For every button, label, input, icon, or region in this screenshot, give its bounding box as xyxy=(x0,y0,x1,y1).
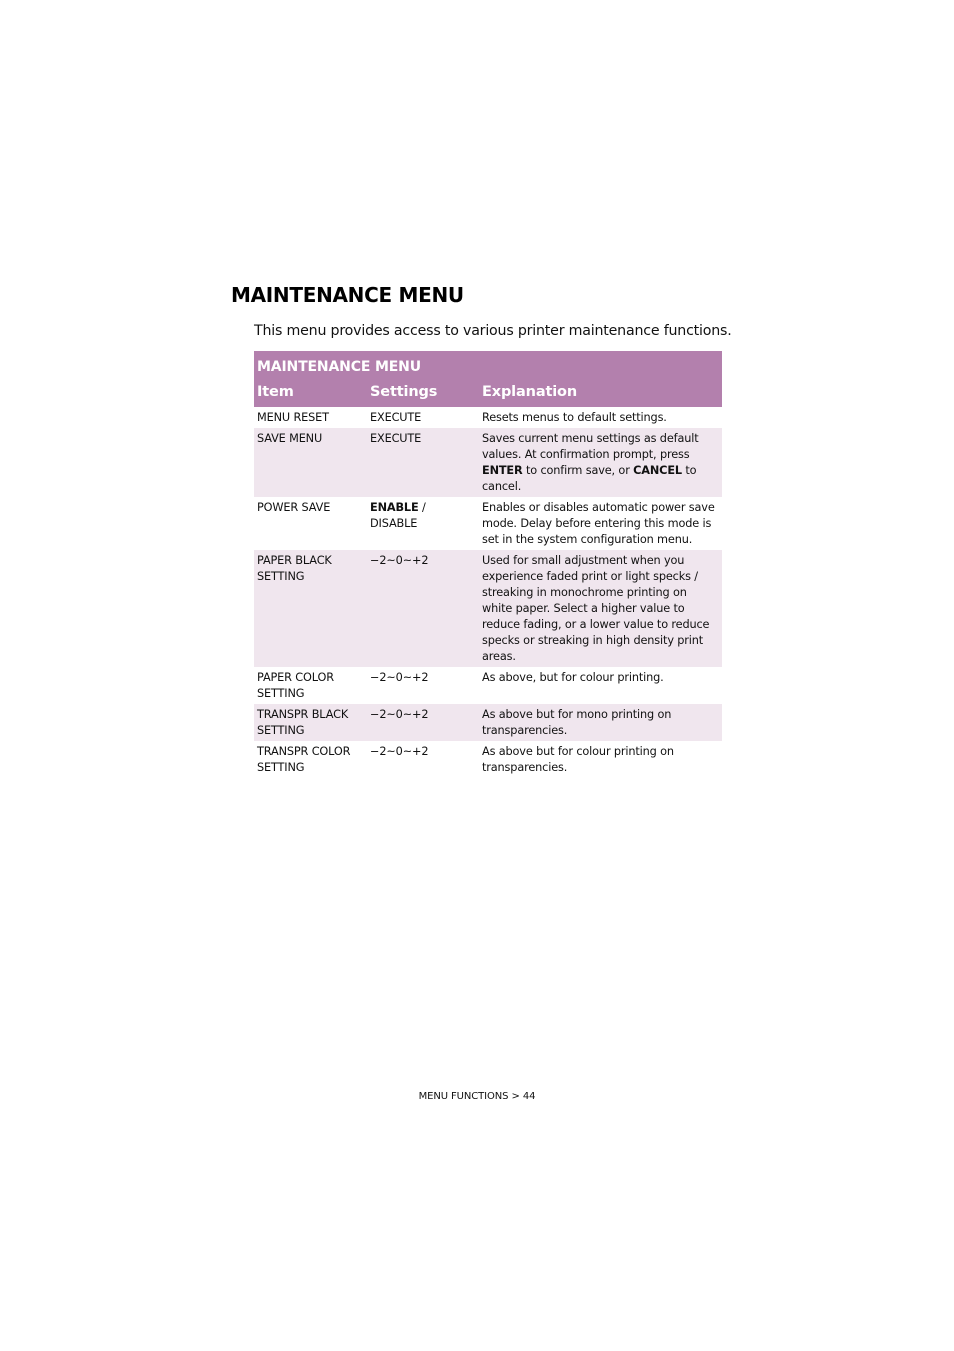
cell-settings: EXECUTE xyxy=(370,411,422,424)
explanation-text: Saves current menu settings as default values. At confirmation prompt, press xyxy=(482,432,699,461)
maintenance-menu-table xyxy=(254,351,722,778)
cell-settings: −2~0~+2 xyxy=(367,550,479,667)
table-row-transpr-black-setting xyxy=(254,704,722,741)
explanation-text: to confirm save, or xyxy=(522,464,634,477)
cell-item: POWER SAVE xyxy=(257,501,331,514)
cell-settings xyxy=(367,497,479,550)
cell-explanation xyxy=(479,428,722,497)
header-explanation: Explanation xyxy=(479,379,722,407)
footer-separator: > xyxy=(508,1091,523,1102)
table-row-transpr-color-setting xyxy=(254,741,722,778)
header-item: Item xyxy=(254,379,367,407)
cancel-key-label: CANCEL xyxy=(633,464,682,477)
cell-explanation: As above but for colour printing on transparencies. xyxy=(482,745,674,774)
other-setting: / DISABLE xyxy=(370,501,426,530)
explanation-text: to cancel. xyxy=(482,464,697,493)
table-caption-row xyxy=(254,351,722,379)
default-setting: ENABLE xyxy=(370,501,419,514)
cell-settings: −2~0~+2 xyxy=(370,745,429,758)
intro-paragraph: This menu provides access to various printer maintenance functions. xyxy=(254,323,732,339)
table-caption: MAINTENANCE MENU xyxy=(254,351,722,379)
cell-explanation: As above, but for colour printing. xyxy=(482,671,664,684)
cell-settings: EXECUTE xyxy=(367,428,479,497)
cell-item: TRANSPR BLACK SETTING xyxy=(254,704,367,741)
header-settings: Settings xyxy=(367,379,479,407)
page-title: MAINTENANCE MENU xyxy=(231,283,464,307)
cell-explanation: As above but for mono printing on transparencies. xyxy=(479,704,722,741)
footer-section: MENU FUNCTIONS xyxy=(418,1091,509,1102)
page-number: 44 xyxy=(522,1091,536,1102)
table-row-save-menu xyxy=(254,428,722,497)
cell-item: PAPER BLACK SETTING xyxy=(254,550,367,667)
cell-settings: −2~0~+2 xyxy=(370,671,429,684)
table-row-menu-reset xyxy=(254,407,722,428)
cell-explanation: Resets menus to default settings. xyxy=(482,411,667,424)
enter-key-label: ENTER xyxy=(482,464,523,477)
cell-item: PAPER COLOR SETTING xyxy=(257,671,334,700)
table-header-row xyxy=(254,379,722,407)
cell-explanation: Used for small adjustment when you experience faded print or light specks / streaking in monochrome printing on white paper. Select a higher value to reduce fading, or a lower value to reduce specks or streaking in high density print areas. xyxy=(479,550,722,667)
table-row-power-save xyxy=(254,497,722,550)
cell-item: SAVE MENU xyxy=(254,428,367,497)
cell-explanation: Enables or disables automatic power save mode. Delay before entering this mode is set in the system configuration menu. xyxy=(482,501,715,546)
cell-settings: −2~0~+2 xyxy=(367,704,479,741)
table-row-paper-black-setting xyxy=(254,550,722,667)
cell-item: TRANSPR COLOR SETTING xyxy=(257,745,351,774)
cell-item: MENU RESET xyxy=(257,411,329,424)
table-row-paper-color-setting xyxy=(254,667,722,704)
page-footer xyxy=(0,1089,954,1105)
